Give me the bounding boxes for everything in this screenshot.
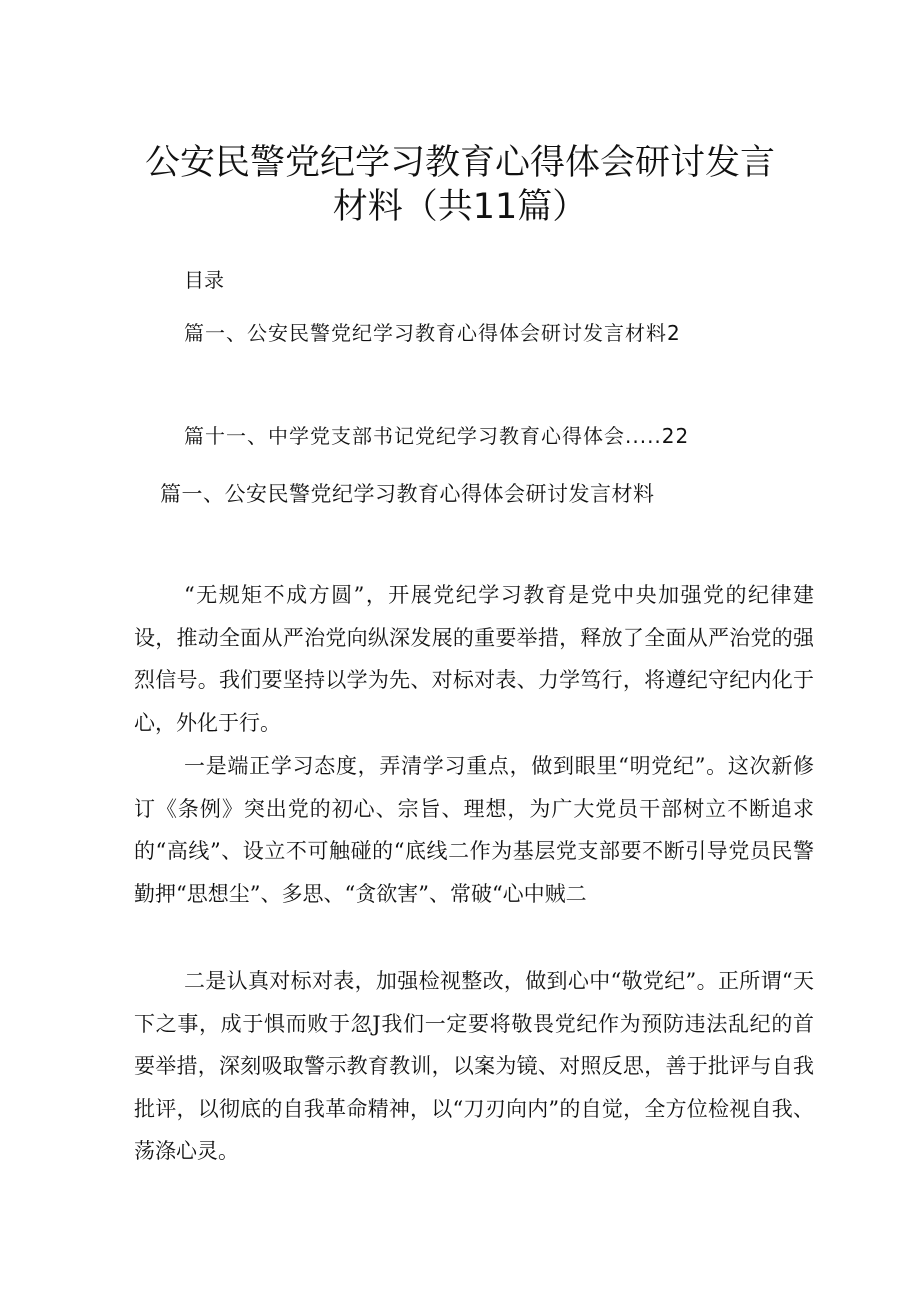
toc-heading: 目录 [184,268,224,292]
document-title-line-2: 材料（共11篇） [332,187,588,227]
body-paragraph-3-block [134,960,814,1173]
body-paragraph-1-block [134,574,814,744]
body-paragraph-3: 二是认真对标对表，加强检视整改，做到心中“敬党纪”。正所谓“天下之事，成于惧而败于忽J我们一定要将敬畏党纪作为预防违法乱纪的首要举措，深刻吸取警示教育教训，以案为镜、对照反思，善于批评与自我批评，以彻底的自我革命精神，以“刀刃向内”的自觉，全方位检视自我、荡涤心灵。 [134,969,814,1163]
section-title: 篇一、公安民警党纪学习教育心得体会研讨发言材料 [160,482,655,506]
toc-item-11: 篇十一、中学党支部书记党纪学习教育心得体会.....22 [184,424,690,448]
document-title-line-1: 公安民警党纪学习教育心得体会研讨发言 [144,143,775,183]
body-paragraph-1: “无规矩不成方圆”，开展党纪学习教育是党中央加强党的纪律建设，推动全面从严治党向纵深发展的重要举措，释放了全面从严治党的强烈信号。我们要坚持以学为先、对标对表、力学笃行，将遵纪守纪内化于心，外化于行。 [134,583,814,735]
toc-item-1: 篇一、公安民警党纪学习教育心得体会研讨发言材料2 [184,321,681,345]
body-paragraph-2: 一是端正学习态度，弄清学习重点，做到眼里“明党纪”。这次新修订《条例》突出党的初心、宗旨、理想，为广大党员干部树立不断追求的“高线”、设立不可触碰的“底线二作为基层党支部要不断引导党员民警勤押“思想尘”、多思、“贪欲害”、常破“心中贼二 [134,754,814,906]
body-paragraph-2-block [134,745,814,915]
